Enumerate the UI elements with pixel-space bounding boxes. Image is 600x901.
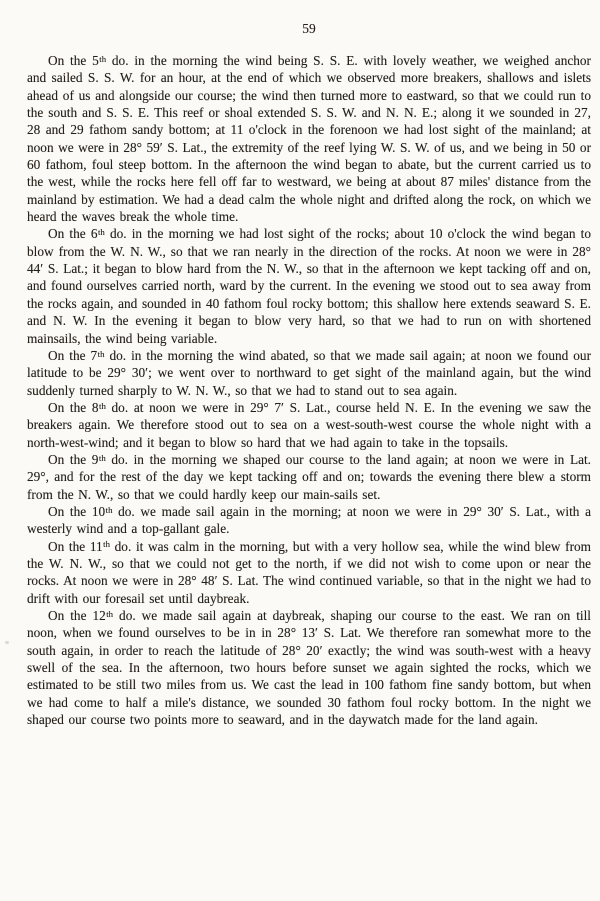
entry-prefix: On the [48, 399, 92, 415]
entry-prefix: On the [48, 608, 93, 623]
entry-prefix: On the [48, 226, 91, 242]
entry-day: 12 [92, 608, 106, 623]
entry-body: do. in the morning we shaped our course to the land again; at noon we were in Lat. 29°, and for the rest of the day we kept tacking off and on; towards the evening there blew a storm from the N. W., so that we could hardly keep our main-sails set. [27, 451, 591, 502]
entry-body: do. in the morning the wind abated, so that we made sail again; at noon we found our latitude to be 29° 30′; we went over to northward to get sight of the mainland again, but the wind suddenly turned sharply to W. N. W., so that we had to stand out to sea again. [27, 347, 591, 398]
entry-day: 8 [91, 399, 99, 415]
journal-entry-5th [27, 52, 591, 225]
entry-prefix: On the [48, 53, 93, 68]
entry-day: 11 [89, 538, 103, 554]
entry-prefix: On the [48, 538, 90, 554]
page-number: 59 [302, 21, 316, 36]
entry-ordinal: th [106, 608, 114, 619]
entry-ordinal: th [97, 348, 105, 359]
entry-day: 6 [90, 226, 98, 242]
entry-ordinal: th [97, 227, 105, 238]
entry-prefix: On the [48, 503, 92, 519]
entry-prefix: On the [48, 347, 91, 363]
journal-entry-12th [27, 607, 591, 728]
scan-speck [205, 99, 209, 101]
text-block [27, 52, 591, 728]
entry-day: 5 [92, 53, 99, 68]
entry-day: 10 [91, 503, 106, 519]
journal-entry-7th [27, 347, 591, 399]
journal-entry-9th [27, 451, 591, 503]
entry-body: do. we made sail again at daybreak, shaping our course to the east. We ran on till noon, when we found ourselves to be in in 28° 13′ S. Lat. We therefore ran somewhat more to the south again, in order to reach the latitude of 28° 20′ exactly; the wind was south-west with a heavy swell of the sea. In the afternoon, two hours before sunset we again sighted the rocks, which we estimated to be still two miles from us. We cast the lead in 100 fathom fine sandy bottom, but when we had come to half a mile's distance, we sounded 30 fathom foul rocky bottom. In the night we shaped our course two points more to seaward, and in the daywatch made for the land again. [27, 608, 592, 728]
entry-ordinal: th [103, 539, 110, 550]
entry-body: do. it was calm in the morning, but with a very hollow sea, while the wind blew from the W. N. W., so that we could not get to the north, if we did not wish to come upon or near the rocks. At noon we were in 28° 48′ S. Lat. The wind continued variable, so that in the night we had to drift with our foresail set until daybreak. [27, 538, 591, 606]
entry-body: do. at noon we were in 29° 7′ S. Lat., course held N. E. In the evening we saw the breakers again. We therefore stood out to sea on a west-south-west course the whole night with a north-west-wind; and it began to blow so hard that we had again to take in the topsails. [27, 399, 591, 450]
entry-body: do. in the morning we had lost sight of the rocks; about 10 o'clock the wind began to blow from the W. N. W., so that we ran nearly in the direction of the rocks. At noon we were in 28° 44′ S. Lat.; it began to blow hard from the N. W., so that in the afternoon we kept tacking off and on, and found ourselves carried north, ward by the current. In the evening we stood out to sea away from the rocks again, and sounded in 40 fathom foul rocky bottom; this shallow here extends seaward S. E. and N. W. In the evening it began to blow very hard, so that we had to run on with shortened mainsails, the wind being variable. [27, 226, 591, 346]
journal-entry-11th [27, 538, 591, 607]
journal-entry-10th [27, 503, 591, 538]
entry-body: do. we made sail again in the morning; at noon we were in 29° 30′ S. Lat., with a westerly wind and a top-gallant gale. [27, 503, 591, 537]
entry-prefix: On the [48, 451, 92, 467]
entry-body: do. in the morning the wind being S. S. E. with lovely weather, we weighed anchor and sailed S. S. W. for an hour, at the end of which we observed more breakers, shallows and islets ahead of us and alongside our course; the wind then turned more to eastward, so that we could run to the south and S. S. E. This reef or shoal extended S. S. W. and N. N. E.; along it we sounded in 27, 28 and 29 fathom sandy bottom; at 11 o'clock in the forenoon we had lost sight of the mainland; at noon we were in 28° 59′ S. Lat., the extremity of the reef lying W. S. W. of us, and we being in 50 or 60 fathom, foul steep bottom. In the afternoon the wind began to abate, but the current carried us to the west, while the rocks here fell off far to westward, we being at about 87 miles' distance from the mainland by estimation. We had a dead calm the whole night and drifted along the rock, on which we heard the waves break the whole time. [27, 53, 591, 225]
entry-ordinal: th [99, 53, 107, 64]
journal-entry-8th [27, 399, 591, 451]
entry-ordinal: th [105, 504, 113, 515]
scan-speck [5, 641, 9, 644]
entry-day: 7 [90, 347, 98, 363]
journal-entry-6th [27, 225, 591, 346]
entry-ordinal: th [98, 452, 106, 463]
entry-day: 9 [91, 451, 99, 467]
entry-ordinal: th [99, 400, 106, 411]
